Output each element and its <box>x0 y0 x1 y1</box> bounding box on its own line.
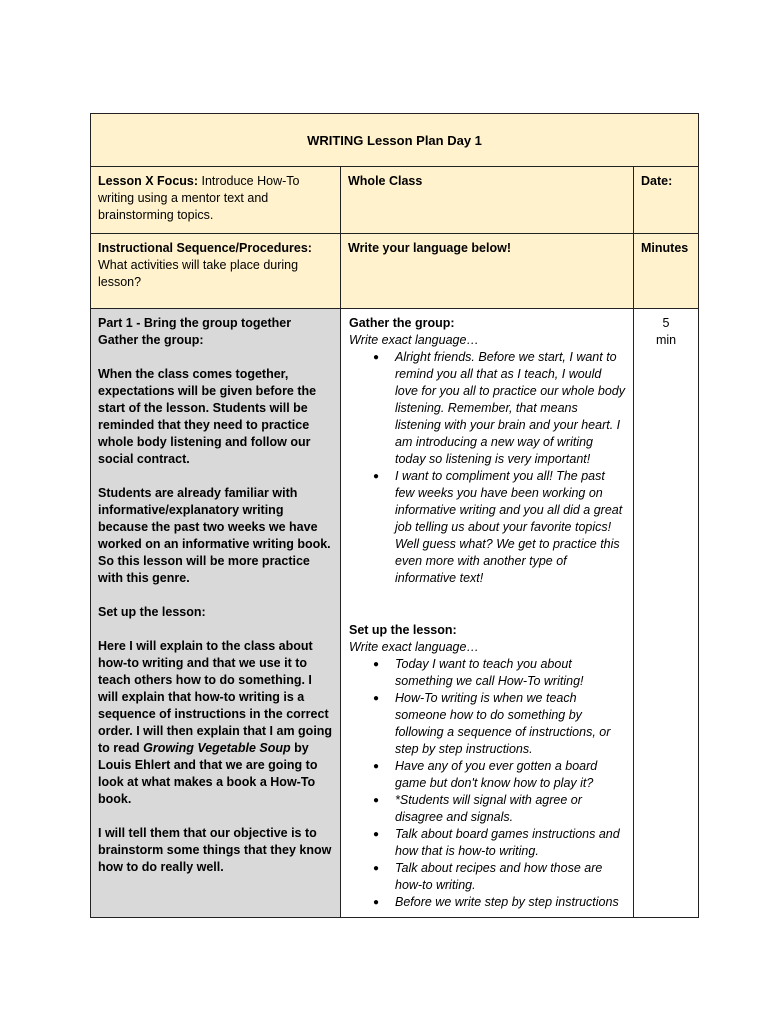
whole-class-cell: Whole Class <box>341 167 634 234</box>
table-title: WRITING Lesson Plan Day 1 <box>91 114 699 167</box>
explain-text-1: Here I will explain to the class about how-to writing and that we use it to teach others how to do something. I will explain that how-to writing is a sequence of instructions in the correct order. I will then explain that I am going to read <box>98 639 333 755</box>
list-item: ● *Students will signal with agree or disagree and signals. <box>395 792 627 826</box>
part1-paragraph: Part 1 - Bring the group together Gather the group: <box>98 316 292 347</box>
gather-group-label: Gather the group <box>98 333 200 347</box>
focus-label: Lesson X Focus: <box>98 174 199 188</box>
explain-paragraph <box>98 638 334 808</box>
minutes-value: 5 <box>662 316 670 330</box>
setup-heading: Set up the lesson: <box>349 623 457 637</box>
setup-label: Set up the lesson: <box>98 605 206 619</box>
procedures-cell <box>91 309 341 918</box>
list-item: ● I want to compliment you all! The past few weeks you have been working on informative writing and you all did a great job telling us about your favorite topics! Well guess what? We get to practice this even more with another type of informative text! <box>395 468 627 587</box>
instructional-sequence-label: Instructional Sequence/Procedures: <box>98 241 312 255</box>
list-item: ● Alright friends. Before we start, I want to remind you all that as I teach, I would love for you all to practice our whole body listening. Remember, that means listening with your brain and your heart. I am introducing a new way of writing today so listening is very important! <box>395 349 627 468</box>
gather-group-heading: Gather the group: <box>349 316 455 330</box>
minutes-unit: min <box>655 333 677 347</box>
setup-bullets <box>349 656 627 911</box>
language-header-cell: Write your language below! <box>341 234 634 309</box>
focus-text: Introduce How-To writing using a mentor text and brainstorming topics. <box>98 174 300 222</box>
part1-title: Part 1 - Bring the group together <box>98 316 292 330</box>
explain-text-2: by Louis Ehlert and that we are going to look at what makes a book a How-To book. <box>98 741 318 806</box>
objective-paragraph: I will tell them that our objective is to brainstorm some things that they know how to do really well. <box>98 826 332 874</box>
list-item: ● Today I want to teach you about something we call How-To writing! <box>395 656 627 690</box>
minutes-header-cell: Minutes <box>634 234 699 309</box>
familiarity-paragraph: Students are already familiar with informative/explanatory writing because the past two weeks we have worked on an informative writing book. So this lesson will be more practice with this genre. <box>98 486 331 585</box>
list-item: ● Talk about board games instructions and how that is how-to writing. <box>395 826 627 860</box>
date-cell: Date: <box>634 167 699 234</box>
instructional-sequence-question: What activities will take place during lesson? <box>98 258 299 289</box>
gather-group-bullets <box>349 349 627 587</box>
lesson-plan-table <box>90 113 699 918</box>
book-title: Growing Vegetable Soup <box>143 741 291 755</box>
expectations-paragraph: When the class comes together, expectations will be given before the start of the lesson. Students will be reminded that they need to practice whole body listening and follow our social contract. <box>98 367 317 466</box>
setup-sub: Write exact language… <box>349 640 479 654</box>
list-item: ● Before we write step by step instructions <box>395 894 627 911</box>
gather-group-sub: Write exact language… <box>349 333 479 347</box>
list-item: ● Talk about recipes and how those are how-to writing. <box>395 860 627 894</box>
minutes-cell <box>634 309 699 918</box>
language-cell <box>341 309 634 918</box>
instructional-sequence-cell <box>91 234 341 309</box>
lesson-focus-cell <box>91 167 341 234</box>
list-item: ● How-To writing is when we teach someone how to do something by following a sequence of instructions, or step by step instructions. <box>395 690 627 758</box>
list-item: ● Have any of you ever gotten a board game but don't know how to play it? <box>395 758 627 792</box>
